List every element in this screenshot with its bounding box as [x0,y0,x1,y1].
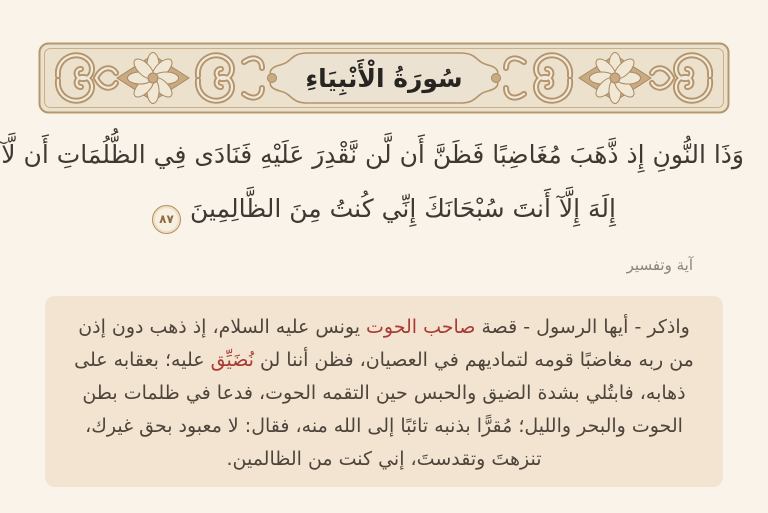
tafsir-paragraph [71,311,697,476]
verse-text [1,128,744,236]
tafsir-highlight: صاحب الحوت [366,316,476,338]
surah-title: سُورَةُ الْأَنْبِيَاءِ [305,63,463,93]
ayah-number: ٨٧ [159,212,174,226]
verse-line-2-text: إِلَهَ إِلَّآ أَنتَ سُبْحَانَكَ إِنِّي كُنتُ مِنَ الظَّالِمِينَ [189,194,616,223]
ayah-number-medallion [152,205,181,234]
tafsir-highlight: نُضَيِّق [210,349,254,371]
tafsir-text: يونس عليه السلام، إذ ذهب دون إذن من ربه مغاضبًا قومه لتماديهم في العصيان، فظن أننا لن [78,316,694,371]
verse-line-2 [24,182,744,236]
tafsir-text: واذكر - أيها الرسول - قصة [475,316,690,338]
surah-banner [38,42,730,114]
tafsir-text: عليه؛ بعقابه على ذهابه، فابتُلي بشدة الضيق والحبس حين التقمه الحوت، فدعا في ظلمات بطن الحوت والبحر والليل؛ مُقرًّا بذنبه تائبًا إلى الله منه، فقال: لا معبود بحق غيرك، تنزهتَ وتقدستَ، إني كنت من الظالمين. [74,349,686,470]
section-label: آية وتفسير [626,256,693,274]
tafsir-box [45,296,723,487]
verse-line-1: وَذَا النُّونِ إِذ ذَّهَبَ مُغَاضِبًا فَظَنَّ أَن لَّن نَّقْدِرَ عَلَيْهِ فَنَادَى فِي الظُّلُمَاتِ أَن لَّآ [1,140,744,169]
